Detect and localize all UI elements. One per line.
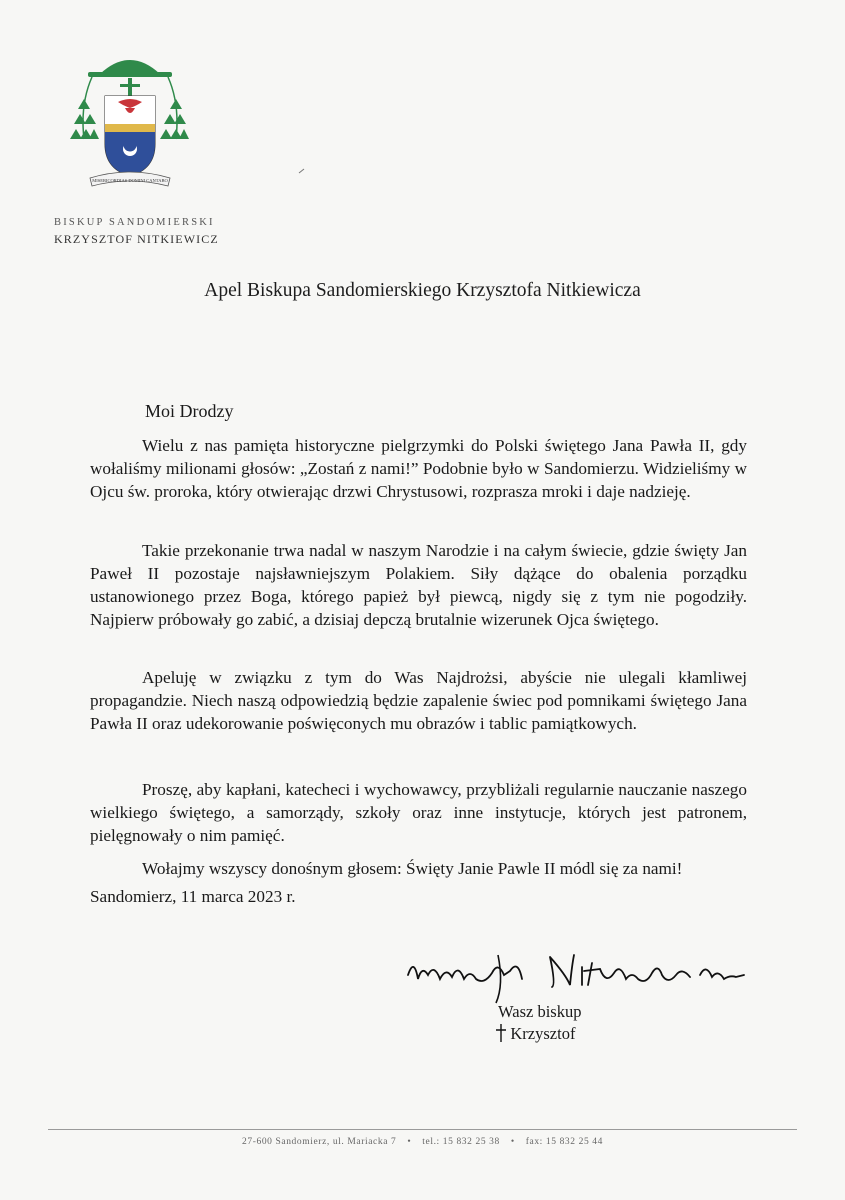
paragraph-2: Takie przekonanie trwa nadal w naszym Narodzie i na całym świecie, gdzie święty Jan Paweł II pozostaje najsławniejszym Polakiem. Siły dążące do obalenia porządku ustanowionego przez Boga, którego papież był piewcą, nigdy się z tym nie pogodziły. Najpierw próbowały go zabić, a dzisiaj depczą brutalnie wizerunek Ojca świętego. xyxy=(90,541,747,629)
motto-ribbon-text: MISERICORDIAS DOMINI CANTABO xyxy=(92,178,168,183)
footer-address: 27-600 Sandomierz, ul. Mariacka 7 xyxy=(242,1137,397,1147)
signoff-line-1: Wasz biskup xyxy=(498,1002,582,1021)
signoff-name: Krzysztof xyxy=(510,1024,576,1043)
letter-title: Apel Biskupa Sandomierskiego Krzysztofa Nitkiewicza xyxy=(204,280,641,301)
bishop-office-label: BISKUP SANDOMIERSKI xyxy=(54,217,215,228)
footer-separator: • xyxy=(510,1137,515,1147)
footer-separator: • xyxy=(407,1137,412,1147)
paragraph-5: Wołajmy wszyscy donośnym głosem: Święty Janie Pawle II módl się za nami! xyxy=(142,859,683,878)
coat-of-arms-logo xyxy=(70,44,190,194)
letter-greeting: Moi Drodzy xyxy=(145,401,234,421)
footer-contact xyxy=(0,1137,845,1147)
ink-speck xyxy=(298,167,306,175)
footer-phone: tel.: 15 832 25 38 xyxy=(422,1137,500,1147)
footer-fax: fax: 15 832 25 44 xyxy=(525,1137,603,1147)
footer-divider xyxy=(48,1129,797,1130)
paragraph-4: Proszę, aby kapłani, katecheci i wychowawcy, przybliżali regularnie nauczanie naszego wielkiego świętego, a samorządy, szkoły oraz inne instytucje, których jest patronem, pielęgnowały o nim pamięć. xyxy=(90,780,747,845)
paragraph-3: Apeluję w związku z tym do Was Najdrożsi, abyście nie ulegali kłamliwej propagandzie. Niech naszą odpowiedzią będzie zapalenie świec pod pomnikami świętego Jana Pawła II oraz udekorowanie poświęconych mu obrazów i tablic pamiątkowych. xyxy=(90,668,747,733)
handwritten-signature xyxy=(400,945,770,1005)
paragraph-1: Wielu z nas pamięta historyczne pielgrzymki do Polski świętego Jana Pawła II, gdy wołaliśmy milionami głosów: „Zostań z nami!” Podobnie było w Sandomierzu. Widzieliśmy w Ojcu św. proroka, który otwierając drzwi Chrystusowi, rozprasza mroki i daje nadzieję. xyxy=(90,436,747,501)
signoff-line-2 xyxy=(498,1024,575,1044)
bishop-name-label: KRZYSZTOF NITKIEWICZ xyxy=(54,232,219,246)
dateline: Sandomierz, 11 marca 2023 r. xyxy=(90,887,296,906)
